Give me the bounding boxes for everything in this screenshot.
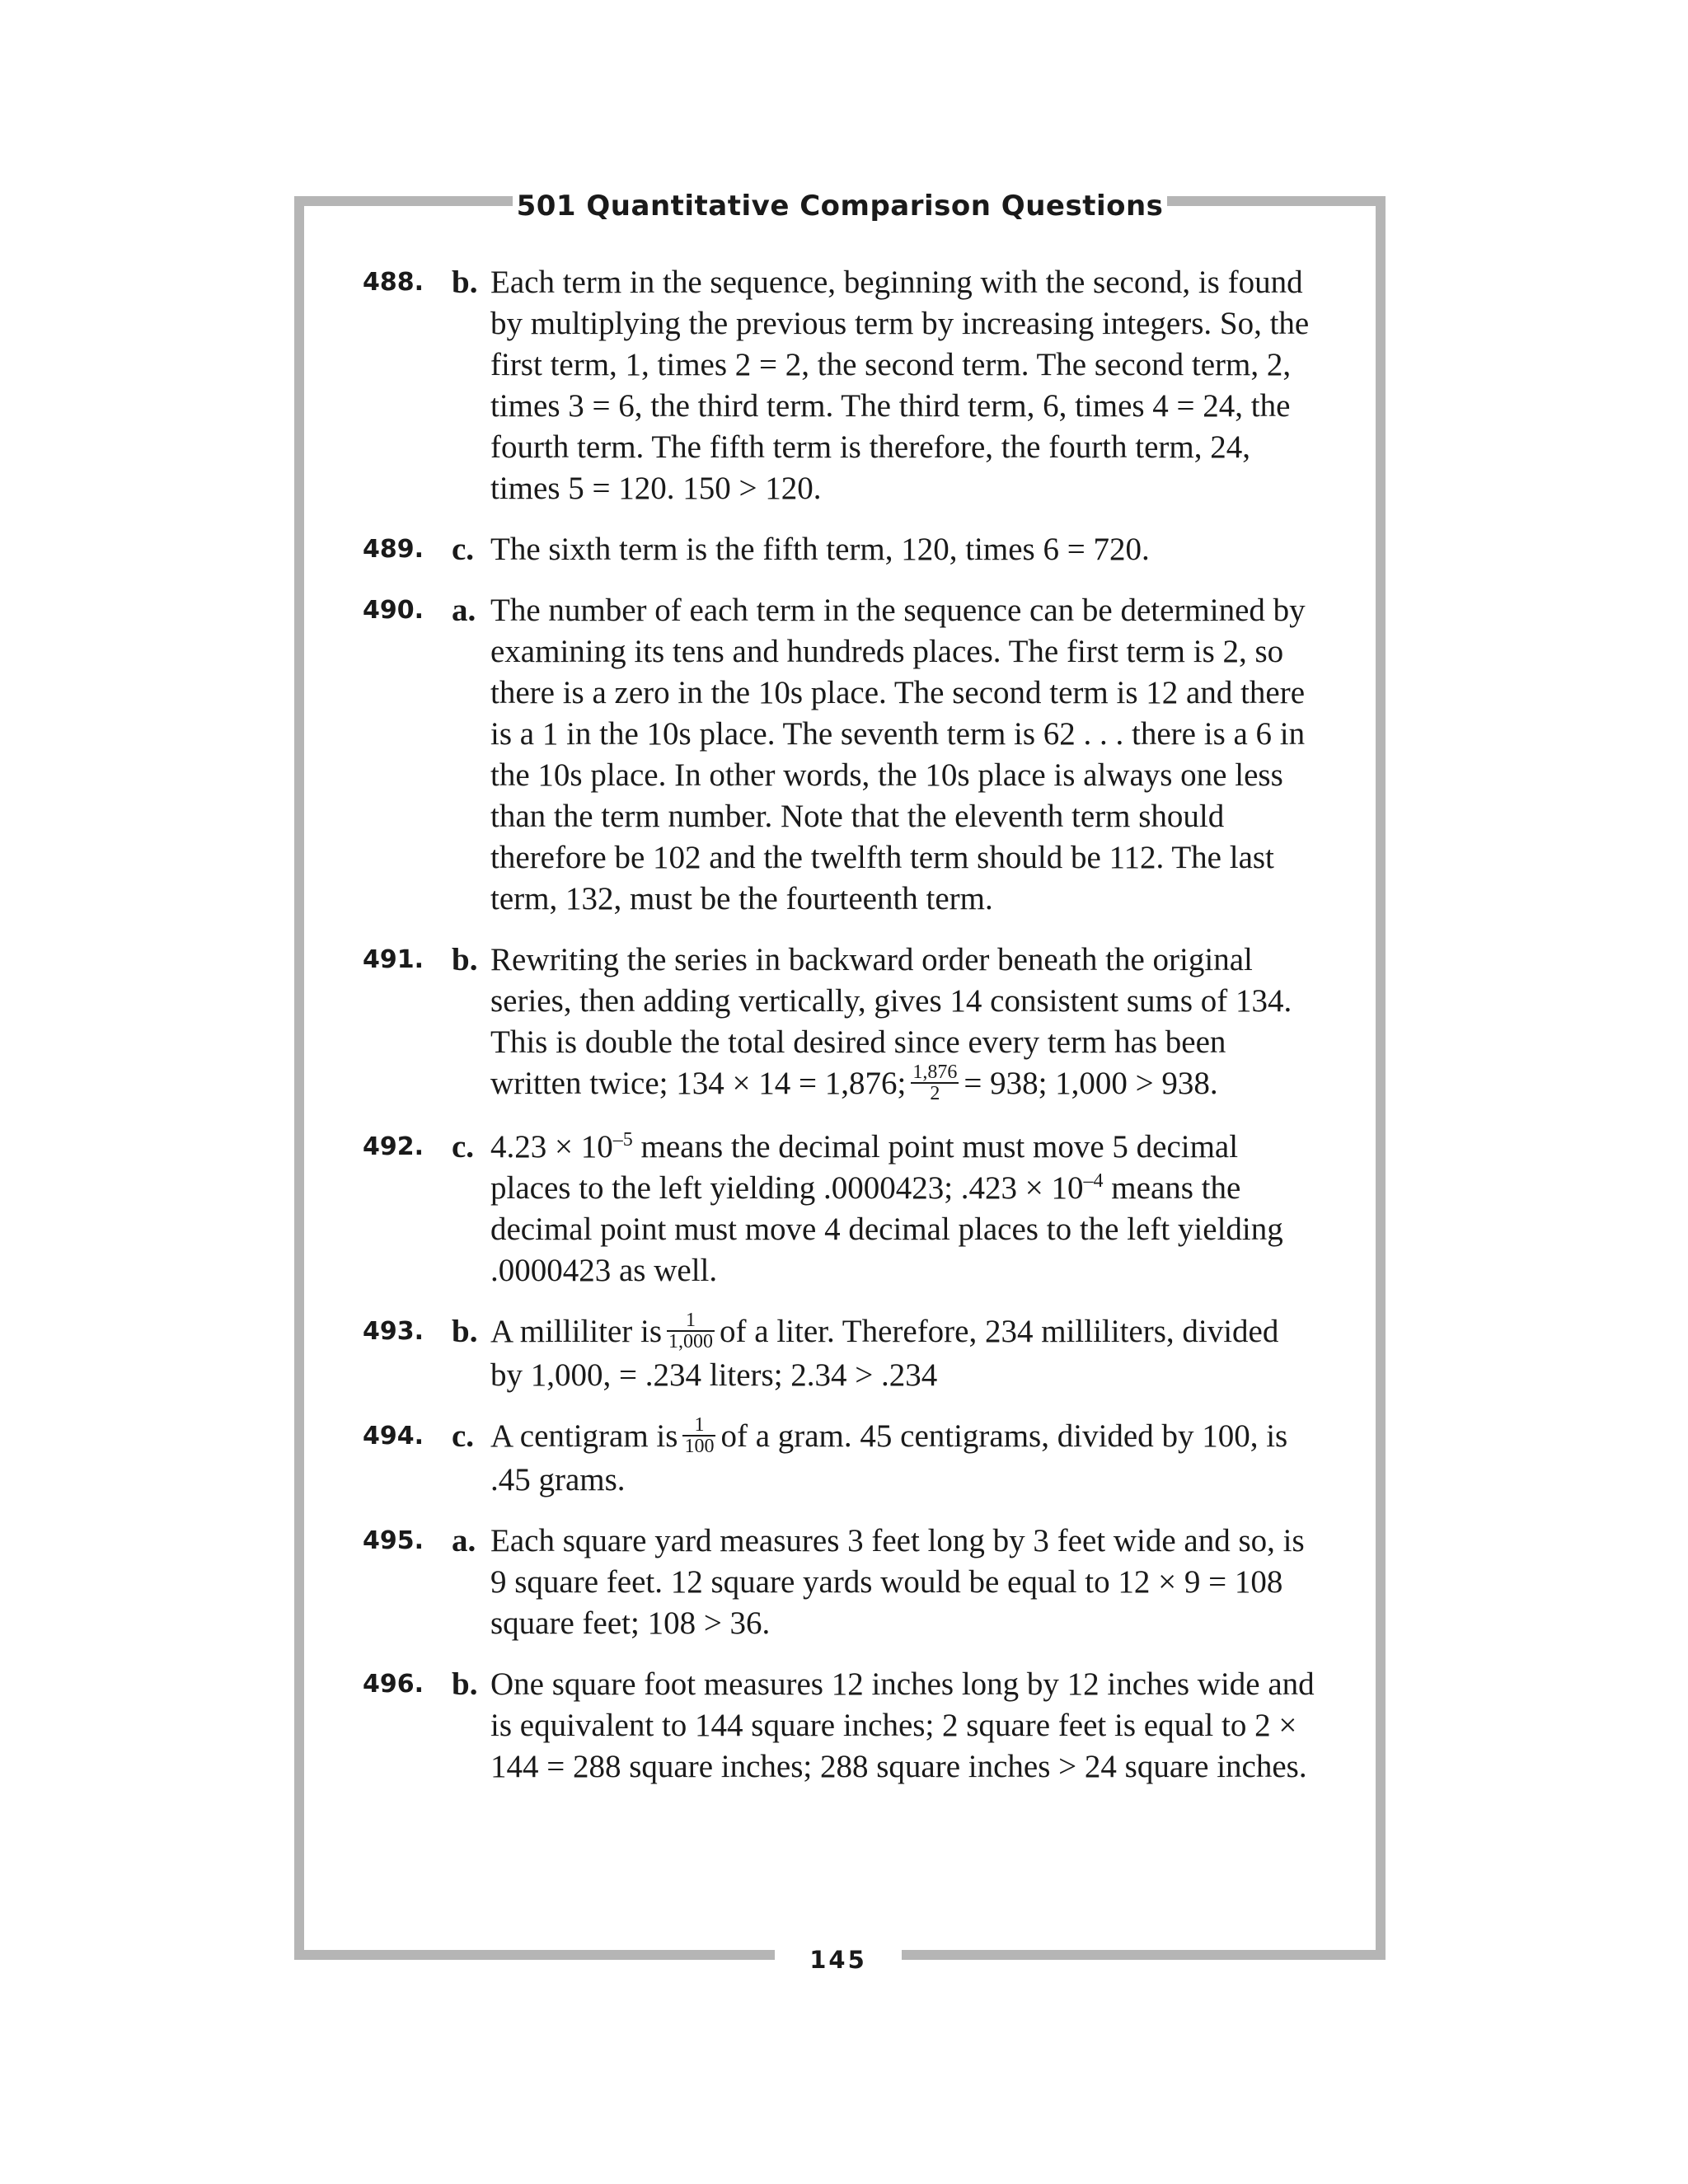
answer-item — [363, 940, 1319, 1107]
page-header: 501 Quantitative Comparison Questions — [513, 188, 1167, 224]
answer-explanation — [490, 1416, 1319, 1501]
answer-explanation — [490, 1311, 1319, 1396]
answer-item — [363, 1521, 1319, 1644]
answer-explanation: Each square yard measures 3 feet long by 3 feet wide and so, is 9 square feet. 12 square yards would be equal to 12 × 9 = 108 square feet; 108 > 36. — [490, 1523, 1305, 1642]
explanation-part: of a liter. Therefore, 234 milliliters, divided by 1,000, = .234 liters; 2.34 > .234 — [490, 1314, 1279, 1394]
exponent: –5 — [612, 1129, 633, 1151]
explanation-part: A centigram is — [490, 1418, 678, 1455]
answer-list — [363, 262, 1319, 1807]
explanation-part: = 938; 1,000 > 938. — [964, 1066, 1218, 1101]
explanation-part: of a gram. 45 centigrams, divided by 100, is .45 grams. — [490, 1418, 1288, 1498]
fraction-denominator: 1,000 — [668, 1331, 714, 1353]
answer-letter: a. — [452, 1523, 476, 1559]
fraction — [682, 1415, 715, 1456]
answer-explanation: Each term in the sequence, beginning with the second, is found by multiplying the previous term by increasing integers. So, the first term, 1, times 2 = 2, the second term. The second term, 2, times 3 = 6, the third term. The third term, 6, times 4 = 24, the fourth term. The fifth term is therefore, the fourth term, 24, times 5 = 120. 150 > 120. — [490, 265, 1310, 506]
exponent: –4 — [1083, 1170, 1104, 1193]
fraction-denominator: 100 — [684, 1436, 715, 1458]
answer-item — [363, 1311, 1319, 1396]
question-number: 489. — [363, 535, 424, 564]
question-number: 495. — [363, 1526, 424, 1556]
answer-explanation — [490, 940, 1319, 1107]
answer-item — [363, 529, 1319, 570]
page-number: 145 — [775, 1942, 902, 1978]
answer-explanation: The sixth term is the fifth term, 120, times 6 = 720. — [490, 532, 1150, 567]
answer-explanation: One square foot measures 12 inches long by 12 inches wide and is equivalent to 144 square inches; 2 square feet is equal to 2 × 144 = 288 square inches; 288 square inches > 24 square inches. — [490, 1666, 1315, 1785]
fraction — [667, 1310, 715, 1352]
explanation-part: 4.23 × 10 — [490, 1129, 613, 1165]
fraction — [911, 1062, 959, 1104]
answer-letter: b. — [452, 942, 478, 977]
answer-letter: b. — [452, 1314, 478, 1350]
answer-item — [363, 1127, 1319, 1291]
fraction-numerator: 1,876 — [912, 1062, 958, 1084]
answer-explanation: The number of each term in the sequence can be determined by examining its tens and hundreds places. The first term is 2, so there is a zero in the 10s place. The second term is 12 and there is a 1 in the 10s place. The seventh term is 62 . . . there is a 6 in the 10s place. In other words, the 10s place is always one less than the term number. Note that the eleventh term should therefore be 102 and the twelfth term should be 112. The last term, 132, must be the fourteenth term. — [490, 593, 1306, 916]
question-number: 496. — [363, 1670, 424, 1699]
question-number: 493. — [363, 1317, 424, 1347]
explanation-part: means the decimal point must move 5 decimal places to the left yielding .0000423; .423 × 10 — [490, 1129, 1239, 1207]
question-number: 488. — [363, 268, 424, 297]
answer-letter: a. — [452, 593, 476, 628]
question-number: 492. — [363, 1132, 424, 1162]
answer-item — [363, 1416, 1319, 1501]
question-number: 491. — [363, 945, 424, 974]
explanation-part: Rewriting the series in backward order beneath the original series, then adding vertically, gives 14 consistent sums of 134. This is double the total desired since every term has been written twice; 134 × 14 = 1,876; — [490, 942, 1292, 1101]
answer-letter: c. — [452, 532, 475, 567]
explanation-part: A milliliter is — [490, 1314, 663, 1350]
answer-letter: b. — [452, 1666, 478, 1703]
explanation-part: means the decimal point must move 4 decimal places to the left yielding .0000423 as well. — [490, 1170, 1283, 1289]
answer-letter: b. — [452, 265, 478, 300]
answer-explanation — [490, 1127, 1319, 1291]
answer-item — [363, 590, 1319, 920]
fraction-numerator: 1 — [682, 1415, 715, 1436]
answer-letter: c. — [452, 1418, 475, 1455]
question-number: 490. — [363, 596, 424, 625]
answer-item — [363, 1664, 1319, 1788]
answer-item — [363, 262, 1319, 509]
fraction-denominator: 2 — [930, 1083, 940, 1105]
fraction-numerator: 1 — [667, 1310, 715, 1332]
question-number: 494. — [363, 1422, 424, 1451]
answer-letter: c. — [452, 1129, 475, 1165]
